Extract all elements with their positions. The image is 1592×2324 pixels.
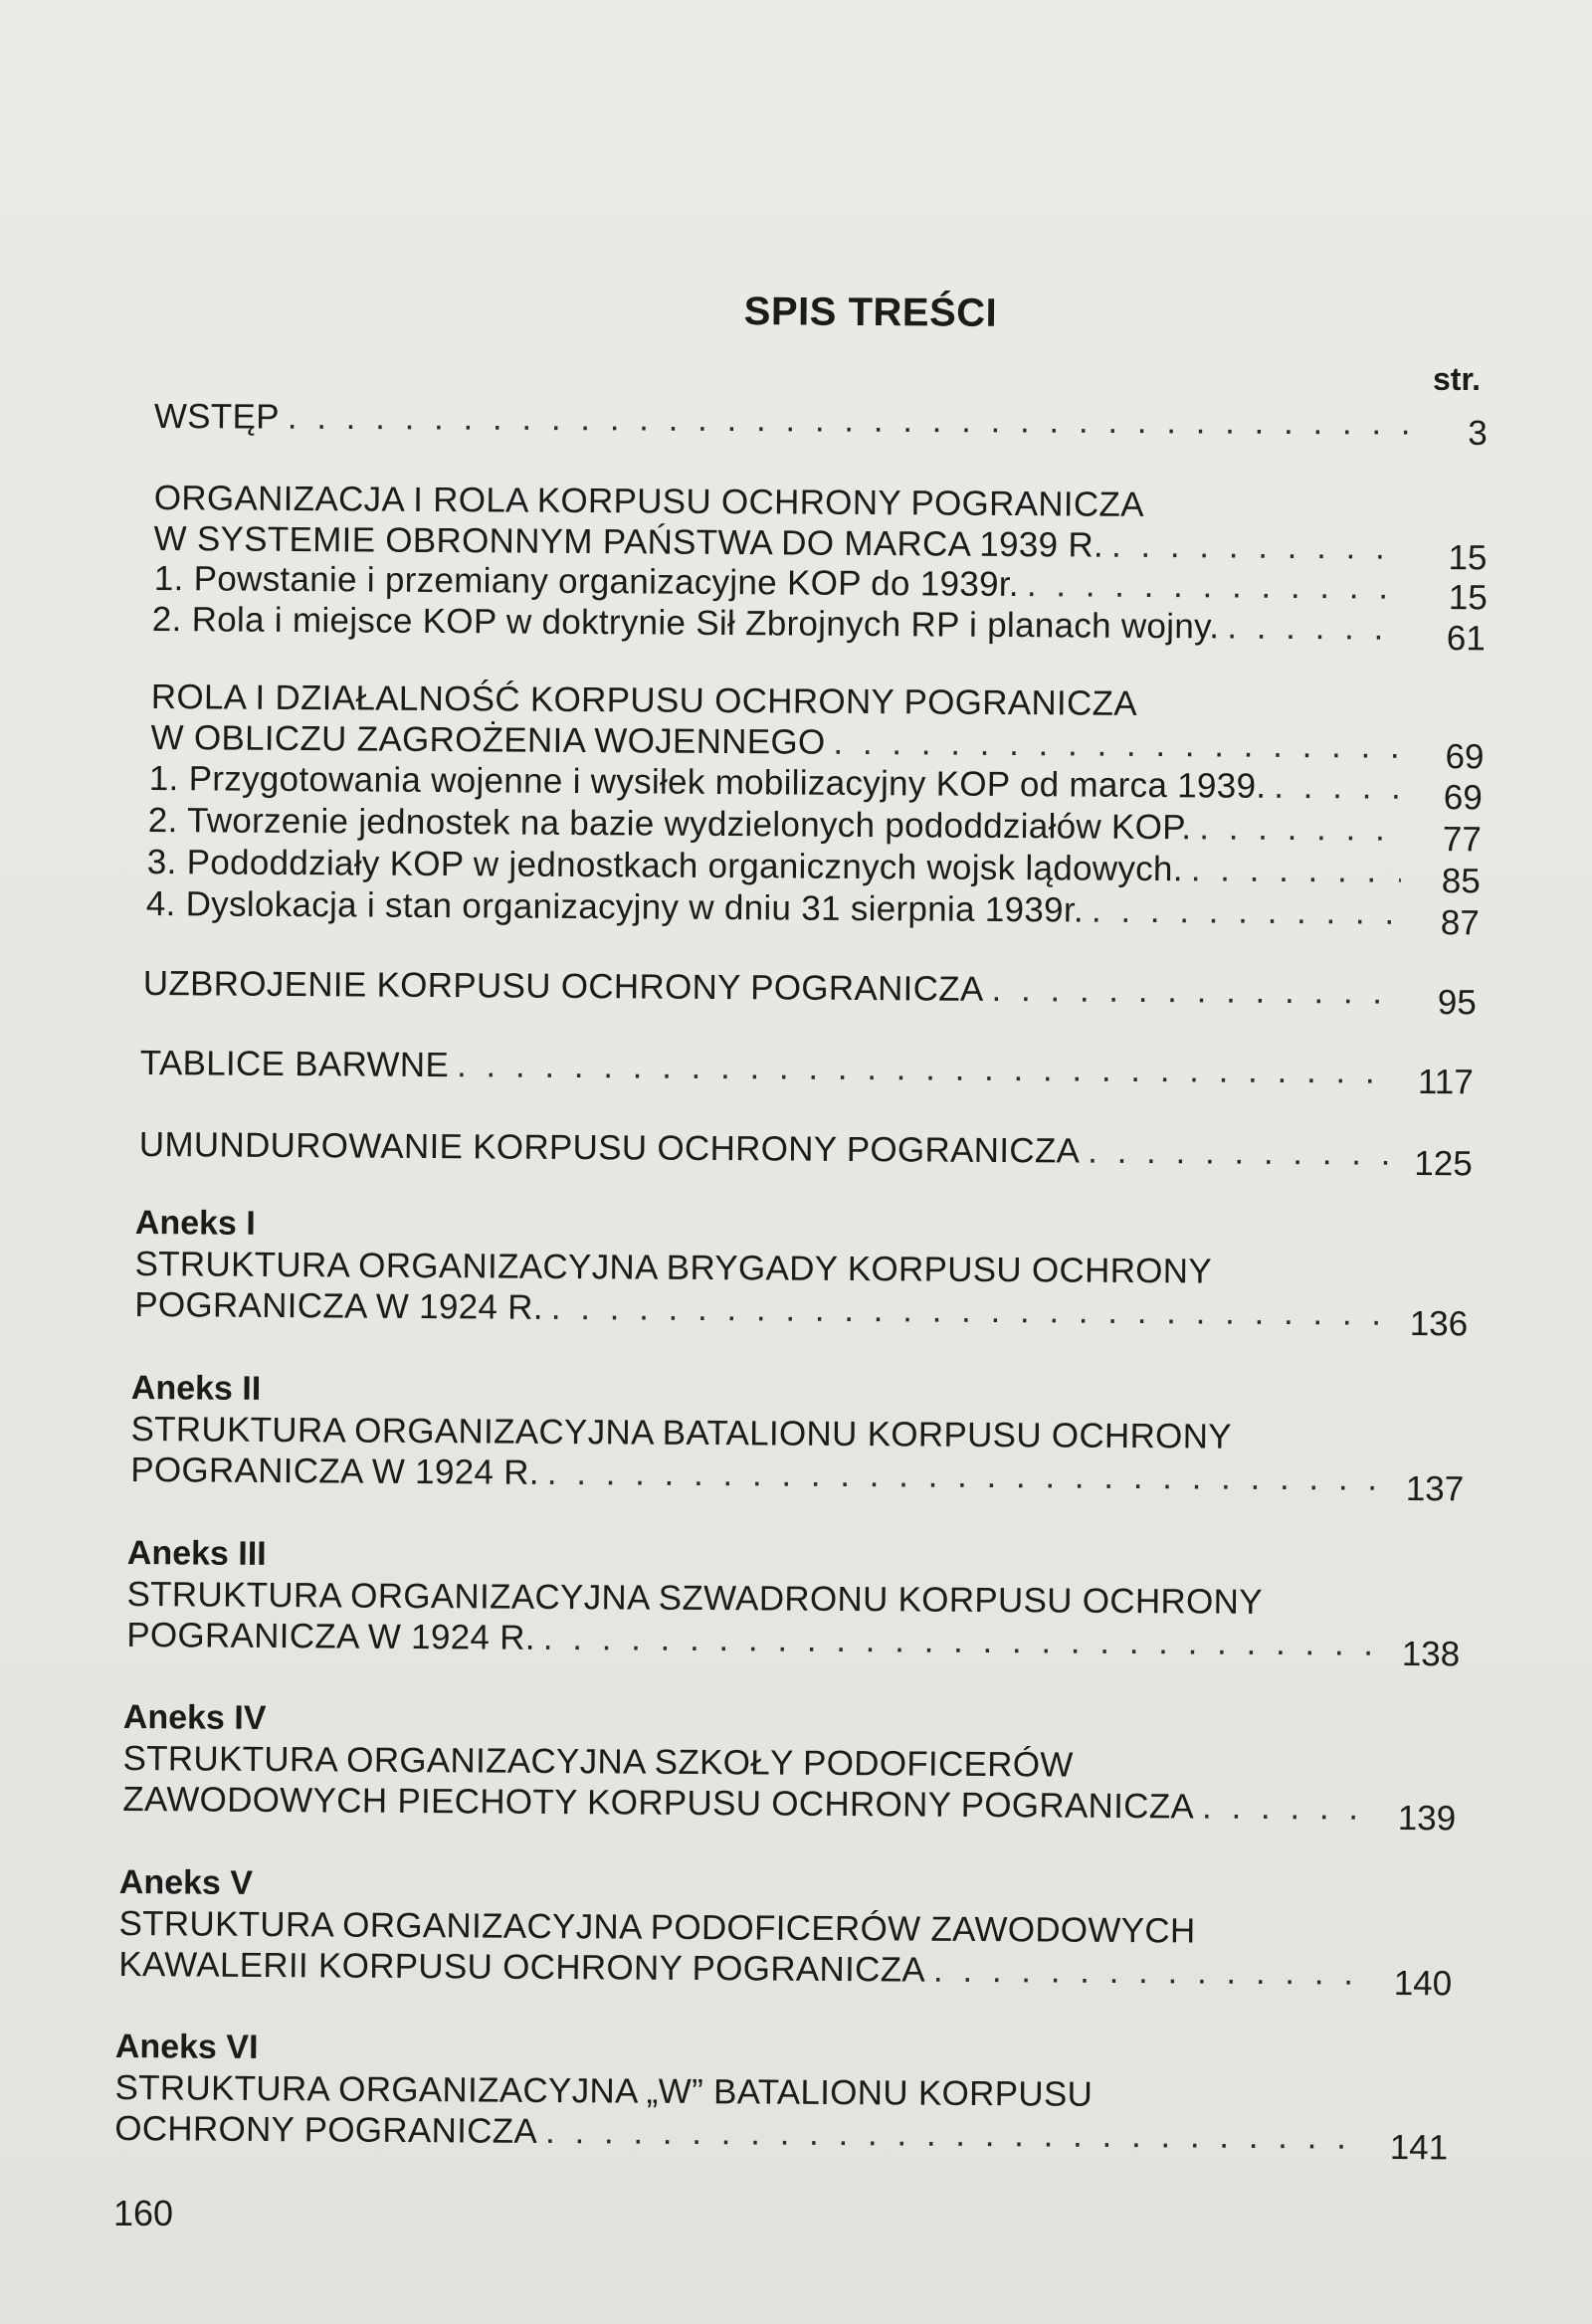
- toc-entry-label: ZAWODOWYCH PIECHOTY KORPUSU OCHRONY POGRANICZA: [122, 1779, 1195, 1827]
- toc-entry-label: UMUNDUROWANIE KORPUSU OCHRONY POGRANICZA: [138, 1125, 1081, 1171]
- dot-leader: [1111, 525, 1408, 568]
- appendix-label: Aneks I: [134, 1204, 256, 1243]
- toc-entry-page: 15: [1448, 578, 1488, 618]
- toc-entry-page: 136: [1409, 1303, 1469, 1344]
- toc-entry-page: 138: [1401, 1634, 1461, 1674]
- toc-entry-heading: ORGANIZACJA I ROLA KORPUSU OCHRONY POGRANICZA: [153, 478, 1144, 524]
- toc-entry-heading: ROLA I DZIAŁALNOŚĆ KORPUSU OCHRONY POGRANICZA: [150, 678, 1138, 723]
- dot-leader: [1092, 890, 1400, 933]
- toc-entry-label: WSTĘP: [153, 397, 280, 437]
- toc-entry-label: POGRANICZA W 1924 R.: [134, 1284, 543, 1327]
- dot-leader: [288, 397, 1408, 444]
- toc-entry-page: 139: [1397, 1798, 1457, 1839]
- toc-entry-heading: STRUKTURA ORGANIZACYJNA „W” BATALIONU KORPUSU: [114, 2067, 1094, 2114]
- appendix-label: Aneks VI: [114, 2028, 259, 2067]
- dot-leader: [1199, 807, 1402, 849]
- toc-entry-page: 3: [1468, 413, 1488, 454]
- toc-entry: [138, 1124, 1473, 1184]
- toc-entry: [151, 599, 1486, 659]
- toc-entry-page: 69: [1443, 778, 1483, 818]
- toc-entry: [150, 677, 1485, 777]
- toc-entry-page: 77: [1442, 820, 1482, 860]
- toc-entry: [114, 2026, 1449, 2168]
- toc-entry-label: 4. Dyslokacja i stan organizacyjny w dniu 31 sierpnia 1939r.: [145, 884, 1085, 930]
- toc-entry-page: 141: [1389, 2127, 1449, 2168]
- toc-entry: [122, 1696, 1457, 1839]
- toc-entry-label: UZBROJENIE KORPUSU OCHRONY POGRANICZA: [142, 964, 984, 1009]
- appendix-label: Aneks III: [126, 1534, 267, 1573]
- dot-leader: [457, 1045, 1394, 1092]
- toc-entry-label: POGRANICZA W 1924 R.: [130, 1450, 539, 1492]
- dot-leader: [1202, 1787, 1376, 1829]
- toc-entry-label: 1. Przygotowania wojenne i wysiłek mobilizacyjny KOP od marca 1939.: [148, 759, 1267, 806]
- page-title: SPIS TREŚCI: [743, 290, 998, 335]
- toc-entry-page: 87: [1440, 903, 1480, 943]
- toc-entry-label: 1. Powstanie i przemiany organizacyjne KOP do 1939r.: [153, 559, 1020, 605]
- dot-leader: [1088, 1131, 1393, 1174]
- toc-entry-page: 137: [1405, 1468, 1465, 1509]
- dot-leader: [1227, 607, 1406, 649]
- toc-entry-page: 125: [1414, 1143, 1473, 1184]
- appendix-label: Aneks IV: [122, 1698, 267, 1738]
- toc-entry: [118, 1861, 1453, 2004]
- toc-entry: [153, 396, 1488, 454]
- toc-entry: [134, 1202, 1469, 1344]
- dot-leader: [1027, 564, 1408, 608]
- toc-entry: [126, 1532, 1461, 1674]
- appendix-label: Aneks II: [130, 1369, 262, 1408]
- toc-entry-label: KAWALERII KORPUSU OCHRONY POGRANICZA: [118, 1944, 926, 1990]
- dot-leader: [933, 1950, 1373, 1994]
- page-number: 160: [113, 2193, 174, 2233]
- toc-entry-label: 2. Rola i miejsce KOP w doktrynie Sił Zbrojnych RP i planach wojny.: [151, 600, 1220, 647]
- toc-entry-page: 69: [1445, 737, 1485, 777]
- toc-entry: [142, 963, 1477, 1023]
- dot-leader: [547, 1452, 1385, 1499]
- toc-entry: [145, 883, 1480, 943]
- dot-leader: [991, 969, 1397, 1013]
- toc-entry-page: 95: [1437, 983, 1477, 1023]
- appendix-label: Aneks V: [118, 1863, 254, 1902]
- dot-leader: [1191, 849, 1401, 890]
- toc-entry-label: W OBLICZU ZAGROŻENIA WOJENNEGO: [150, 717, 826, 762]
- toc-entry: [130, 1367, 1465, 1509]
- toc-entry-heading: STRUKTURA ORGANIZACYJNA SZWADRONU KORPUSU OCHRONY: [126, 1574, 1263, 1622]
- toc-entry-label: 2. Tworzenie jednostek na bazie wydzielonych pododdziałów KOP.: [147, 801, 1192, 848]
- toc-entry-page: 15: [1448, 538, 1488, 578]
- toc-entry-page: 61: [1446, 619, 1486, 659]
- dot-leader: [543, 1618, 1381, 1664]
- dot-leader: [1274, 766, 1403, 808]
- toc-entry-label: TABLICE BARWNE: [139, 1044, 450, 1085]
- toc-entry-heading: STRUKTURA ORGANIZACYJNA PODOFICERÓW ZAWODOWYCH: [118, 1903, 1196, 1951]
- toc-entry-label: OCHRONY POGRANICZA: [114, 2108, 538, 2151]
- dot-leader: [545, 2111, 1368, 2158]
- toc-entry-page: 85: [1441, 862, 1481, 901]
- toc-entry-page: 140: [1393, 1963, 1453, 2004]
- toc-entry-heading: STRUKTURA ORGANIZACYJNA SZKOŁY PODOFICERÓW: [122, 1738, 1074, 1785]
- toc-entry-label: POGRANICZA W 1924 R.: [126, 1615, 535, 1657]
- toc-entry-heading: STRUKTURA ORGANIZACYJNA BRYGADY KORPUSU OCHRONY: [134, 1244, 1213, 1291]
- toc-entry-label: 3. Pododdziały KOP w jednostkach organicznych wojsk lądowych.: [146, 843, 1183, 889]
- toc-entry-heading: STRUKTURA ORGANIZACYJNA BATALIONU KORPUSU OCHRONY: [130, 1409, 1233, 1456]
- dot-leader: [833, 722, 1404, 767]
- toc-entry-page: 117: [1417, 1062, 1474, 1102]
- toc-entry-label: W SYSTEMIE OBRONNYM PAŃSTWA DO MARCA 1939 R.: [153, 518, 1104, 565]
- toc-entry: [153, 478, 1488, 578]
- toc-entry: [139, 1043, 1474, 1102]
- dot-leader: [551, 1287, 1389, 1334]
- page-column-label: str.: [1433, 361, 1482, 397]
